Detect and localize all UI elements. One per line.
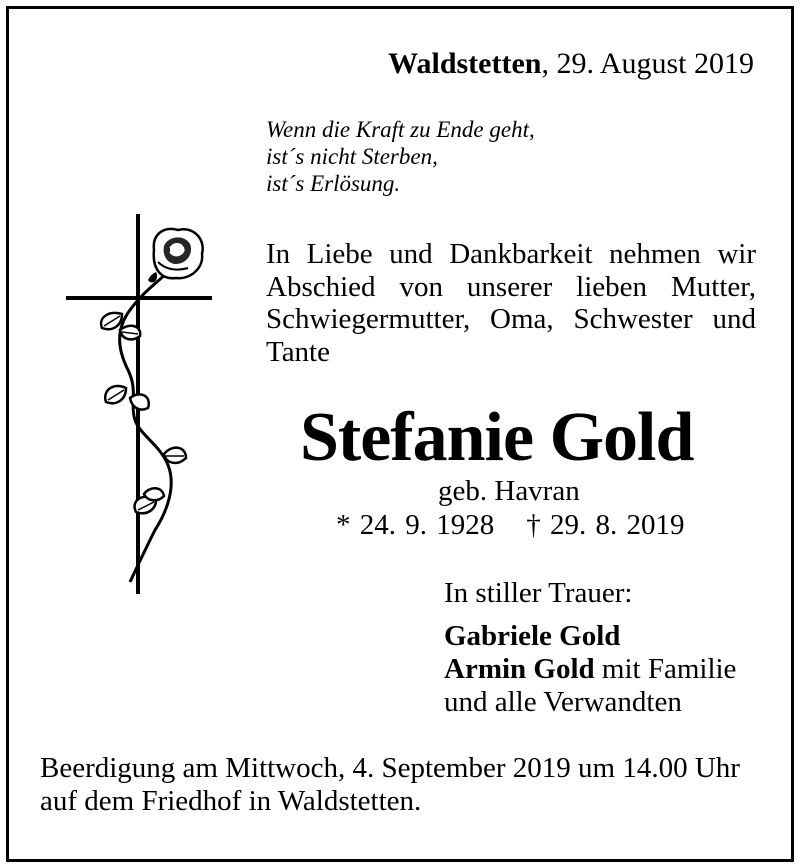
mourner-name: Armin Gold	[444, 653, 595, 685]
funeral-line: auf dem Friedhof in Waldstetten.	[40, 785, 422, 817]
rose-leaves	[101, 313, 186, 513]
death-date: † 29. 8. 2019	[526, 509, 685, 541]
place-name: Waldstetten	[388, 47, 542, 80]
mourner-suffix: mit Familie	[594, 653, 737, 685]
rose-stem	[120, 268, 172, 582]
farewell-line: Tante	[266, 335, 330, 368]
funeral-info	[40, 752, 740, 818]
verse-line: Wenn die Kraft zu Ende geht,	[266, 117, 535, 142]
rose-blossom	[148, 229, 203, 282]
notice-date: , 29. August 2019	[541, 47, 754, 80]
dateline	[388, 44, 754, 84]
farewell-line: In Liebe und Dankbarkeit nehmen wir	[266, 238, 756, 270]
verse-line: ist´s Erlösung.	[266, 171, 401, 196]
mourner-name: Gabriele Gold	[444, 620, 621, 652]
mourner-line	[444, 653, 736, 686]
mourner-line: und alle Verwandten	[444, 686, 682, 718]
farewell-line: Abschied von unserer lieben Mutter,	[266, 270, 756, 303]
funeral-line: Beerdigung am Mittwoch, 4. September 2019 um 14.00 Uhr	[40, 752, 740, 784]
mourning-heading: In stiller Trauer:	[444, 577, 633, 609]
memorial-verse	[266, 116, 535, 197]
mourner-line	[444, 620, 736, 653]
farewell-text	[266, 238, 756, 368]
life-dates	[336, 508, 685, 542]
verse-line: ist´s nicht Sterben,	[266, 144, 438, 169]
mourners-list	[444, 620, 736, 719]
birth-date: * 24. 9. 1928	[336, 509, 495, 541]
cross-with-rose-icon	[60, 210, 220, 600]
birth-name: geb. Havran	[438, 475, 580, 507]
deceased-name: Stefanie Gold	[300, 399, 694, 476]
farewell-line: Schwiegermutter, Oma, Schwester und	[266, 303, 756, 335]
